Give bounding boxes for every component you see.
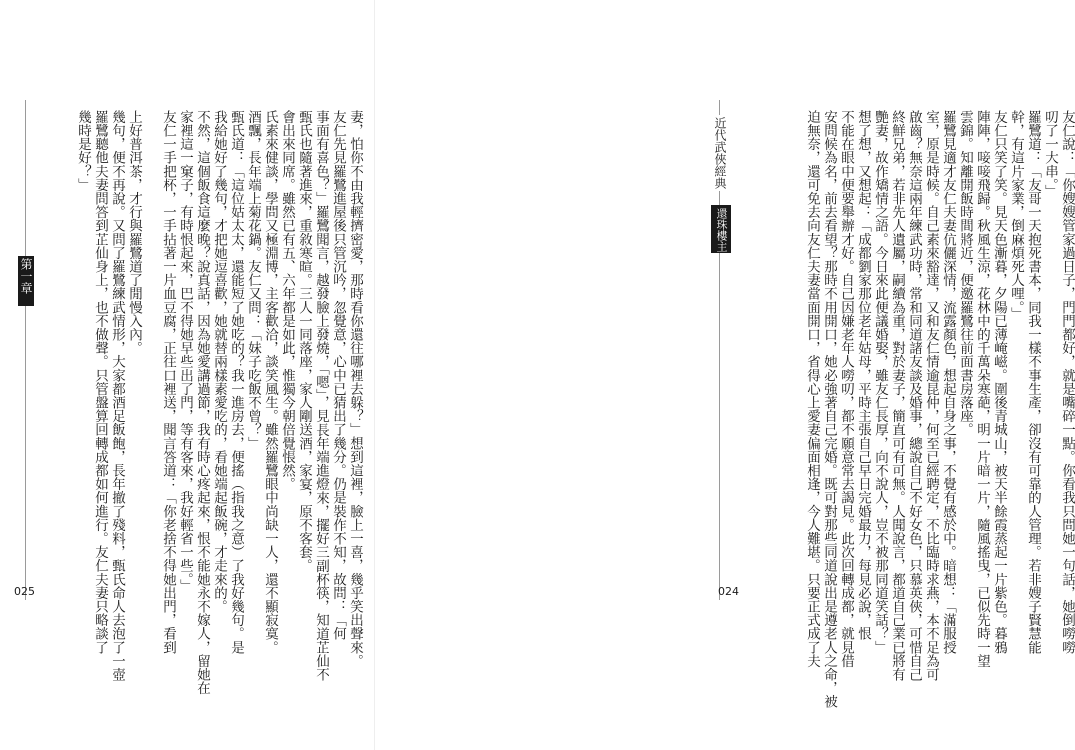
text-column (142, 110, 159, 620)
text-column: 酒飄，長年端上菊花鍋。友仁又問：「妹子吃飯不曾？」 (245, 110, 261, 450)
left-margin-band (18, 100, 34, 600)
text-column: 友仁先見羅鷺進屋後只管沉吟，忽覺意，心中已猜出了幾分。仍是裝作不知，故問：「何 (330, 110, 346, 641)
text-column: 叨了一大串。」 (1042, 110, 1058, 199)
right-page-text (804, 110, 1075, 709)
left-page-text (45, 110, 363, 695)
series-badge-label: 還珠樓主 (715, 208, 728, 252)
text-column: 雲錦。知離開飯時間將近，便邀羅鷺往前面書房落座。 (957, 110, 973, 437)
text-column: 友仁說：「你嫂嫂管家過日子，門門都好，就是嘴碎一點。你看我只問她一句話，她倒嘮嘮 (1059, 110, 1075, 654)
text-column: 終鮮兄弟，若非先人遺屬，嗣續為重，對於妻子，簡直可有可無。人聞說言，都道自己業已將有 (889, 110, 905, 682)
text-column: 幾句，便不再說。又問了羅鷺練武情形，大家都酒足飯飽，長年撤了殘料，甄氏命人去泡了一壺 (109, 110, 125, 682)
margin-rule (25, 100, 26, 600)
text-column: 安問候為名，前去看望？那時不用開口，她必強著自己完婚。既可對那些同道說出是遵老人之命，被 (821, 110, 837, 709)
text-column: 友仁只笑了笑。見天色漸暮，夕陽已薄崦嵫。圍後青城山，被天半餘霞蒸起一片紫色。暮鴉 (991, 110, 1007, 654)
text-column: 陣陣，唼唼飛歸。秋風生涼，花林中的千萬朵寒葩，明一片暗一片，隨風搖曳，已似先時一望 (974, 110, 990, 668)
text-column: 妻，怕你不由我輕擠密愛，那時看你還往哪裡去躲？」想到這裡，臉上一喜，幾乎笑出聲來。 (347, 110, 363, 668)
page-number-left: 025 (14, 585, 35, 598)
text-column: 不然，這個飯食這麼晚？說真話，因為她愛講過節，我有時心疼起來，恨不能她永不嫁人，留她在 (194, 110, 210, 695)
text-column: 幹，有這片家業，倒麻煩死人哩。」 (1008, 110, 1024, 321)
text-column: 上好普洱茶，才行與羅鷺道了閒慢入內。 (126, 110, 142, 355)
text-column: 事面有喜色？」羅鷺聞言，越發臉上發燒，「嗯」，見長年端進燈來，擺好三副杯筷，知道芷仙不 (313, 110, 329, 682)
text-column: 幾時是好？」 (75, 110, 91, 192)
text-column: 迫無奈，還可免去向友仁夫妻當面開口，省得心上愛妻偏面相逢，今人難堪。只要正式成了夫 (804, 110, 820, 668)
text-column: 羅鷺聽他夫妻問答到芷仙身上，也不做聲。只管盤算回轉成都如何進行。友仁夫妻只略談了 (92, 110, 108, 654)
text-column: 我給她好了幾句，才把她逗喜歡，她就替兩樣素愛吃的，看她端起飯碗，才走來的。 (211, 110, 227, 614)
text-column: 羅鷺道：「友哥一天抱死書本，同我一樣不事生產，卻沒有可靠的人管理。若非嫂子賢慧能 (1025, 110, 1041, 654)
text-column: 家裡這一窠子，有時恨起來，巴不得她早些出了門，等有客來，我好輕省一些。」 (177, 110, 193, 593)
series-badge (711, 205, 731, 253)
text-column: 羅鷺見適才友仁夫妻伉儷深情，流露顏色，想起自身之事，不覺有感於中。暗想：「滿服授 (940, 110, 956, 654)
text-column: 甄氏道：「這位姑太太，還能短了她吃的？我一進房去，便搖（指我之意）了我好幾句。是 (228, 110, 244, 654)
left-page (0, 0, 375, 750)
text-column: 會出來同席。雖然已有五、六年都是如此，惟獨今朝倍覺悵然。 (279, 110, 295, 491)
text-column: 甄氏也隨著進來，重敘寒暄。三人一同落座，家人剛送酒，家宴，原不客套。 (296, 110, 312, 573)
right-page (375, 0, 1075, 750)
chapter-label: 第一章 (19, 258, 33, 294)
text-column: 啟齒？無奈這兩年練武功時，常和同道諸友談及婚事，總說自己不好女色，只慕英俠，可惜自己 (906, 110, 922, 682)
text-column: 不能在眼中便要舉辦才好。自己因嫌老年人嘮叨，都不願意常去謁見。此次回轉成都，就見借 (838, 110, 854, 668)
text-column: 想了想，又想起：「成都劉家那位老年姑母，平時主張自己早日完婚最力，每見必說，恨 (855, 110, 871, 641)
page-number-right: 024 (718, 585, 739, 598)
series-title: 近代武俠經典 (713, 117, 727, 189)
text-column: 艷妻，故作矯情之語。今日來此便議婚娶，雖友仁長厚，向不說人，豈不被那同道笑話？」 (872, 110, 888, 654)
text-column: 友仁一手把杯，一手拈著一片血豆腐，正往口裡送，聞言答道：「你老捨不得她出門，看到 (160, 110, 176, 654)
text-column: 室，原是時候。自己素來豁達，又和友仁情逾昆仲，何至已經聘定，不比臨時求燕，本不足為可 (923, 110, 939, 682)
text-column: 氏素來健談，學問又極淵博，主客歡洽，談笑風生。雖然羅鷺眼中尚缺一人，還不顯寂寞。 (262, 110, 278, 654)
